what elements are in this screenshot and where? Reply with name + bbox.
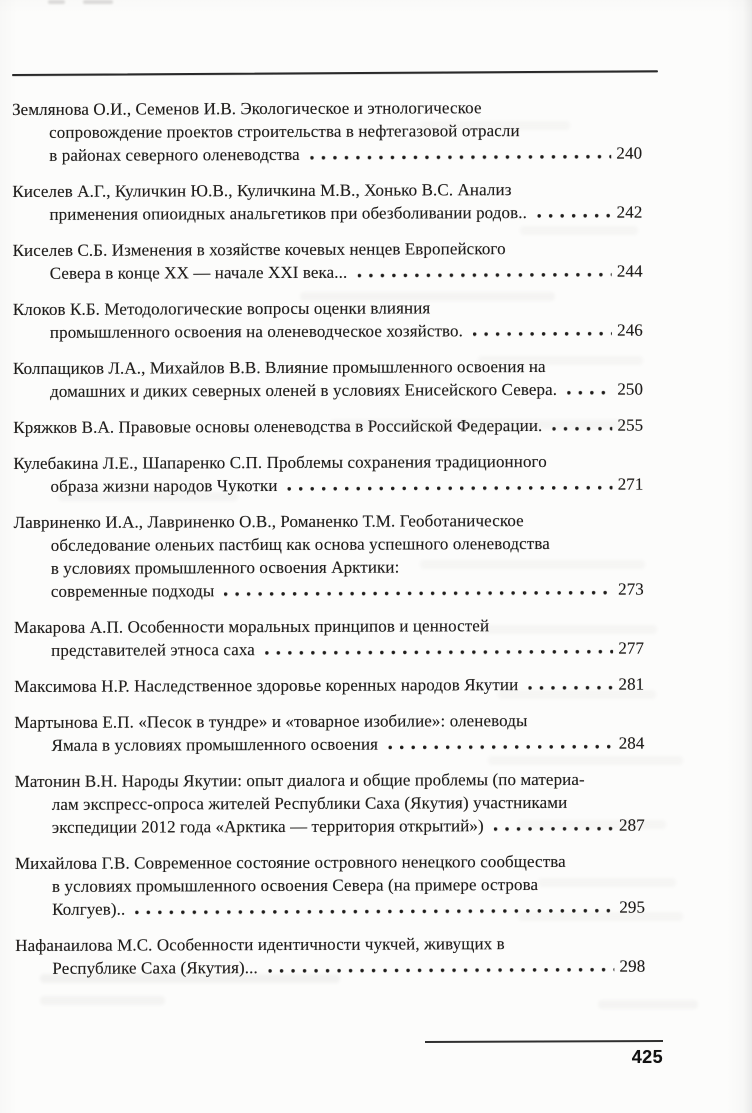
toc-entry-line: Киселев А.Г., Куличкин Ю.В., Куличкина М.В., Хонько В.С. Анализ <box>12 180 512 201</box>
toc-page-number: 271 <box>617 474 644 494</box>
toc-page-number: 240 <box>616 143 643 163</box>
toc-entry-line: лам экспресс-опроса жителей Республики Саха (Якутия) участниками <box>51 792 568 814</box>
toc-page-number: 246 <box>617 320 643 340</box>
toc-entry-line: Киселев С.Б. Изменения в хозяйстве кочевых ненцев Европейского <box>12 239 506 260</box>
toc-entry-lastline <box>14 732 644 757</box>
bleedthrough-artifact <box>40 974 340 983</box>
toc-entry-text: Колгуев).. <box>52 899 126 919</box>
dot-leader <box>567 391 612 395</box>
toc-entry <box>13 237 643 285</box>
bleedthrough-artifact <box>518 912 683 921</box>
bleedthrough-artifact <box>520 226 638 235</box>
toc-entry-text: образа жизни народов Чукотки <box>50 475 278 496</box>
bleedthrough-artifact <box>420 121 570 130</box>
toc-entry-line: в условиях промышленного освоения Арктики: <box>50 557 400 578</box>
toc-entry-line: Клоков К.Б. Методологические вопросы оценки влияния <box>12 298 431 319</box>
toc-entry-line: Нафанаилова М.С. Особенности идентичности чукчей, живущих в <box>15 934 505 955</box>
toc-entry <box>12 178 642 226</box>
toc-entry-text: Максимова Н.Р. Наследственное здоровье коренных народов Якутии <box>14 675 519 696</box>
bleedthrough-artifact <box>58 492 238 501</box>
bleedthrough-artifact <box>300 292 555 301</box>
toc-page-number: 295 <box>619 897 646 917</box>
dot-leader <box>268 968 615 973</box>
toc-entry-text: Ямала в условиях промышленного освоения <box>51 734 379 755</box>
toc-entry <box>13 296 643 344</box>
dot-leader <box>388 745 614 750</box>
toc-page-number: 284 <box>618 733 645 753</box>
dot-leader <box>310 155 612 160</box>
toc-entry-text: представителей этноса саха <box>51 640 255 660</box>
toc-entry-text: домашних и диких северных оленей в условиях Енисейского Севера. <box>50 379 558 401</box>
dot-leader <box>288 486 613 491</box>
bleedthrough-artifact <box>498 690 656 699</box>
toc-page-number: 242 <box>616 202 643 222</box>
toc-entry-text: в районах северного оленеводства <box>49 144 300 165</box>
dot-leader <box>357 273 612 278</box>
toc-entry-line: сопровождение проектов строительства в нефтегазовой отрасли <box>49 121 520 142</box>
toc-entry-line: Макарова А.П. Особенности моральных принципов и ценностей <box>13 616 490 637</box>
bleedthrough-artifact <box>420 560 645 569</box>
toc-page-number: 287 <box>618 815 645 835</box>
bleedthrough-artifact <box>518 820 666 829</box>
dot-leader <box>473 332 612 337</box>
toc-page-number: 250 <box>617 379 644 399</box>
toc-page-number: 281 <box>618 674 645 694</box>
toc-entry-line: Мартынова Е.П. «Песок в тундре» и «товарное изобилие»: оленеводы <box>14 711 528 732</box>
toc-entry-line: Землянова О.И., Семенов И.В. Экологическое и этнологическое <box>12 98 482 119</box>
header-rule <box>12 70 658 76</box>
dot-leader <box>224 591 613 596</box>
toc-entry-lastline <box>13 260 643 285</box>
scan-artifact <box>83 0 113 4</box>
dot-leader <box>537 214 612 218</box>
toc-page-number: 277 <box>618 638 645 658</box>
toc-entry-text: промышленного освоения на оленеводческое хозяйство. <box>49 321 463 342</box>
scan-edge-shadow <box>743 0 752 1113</box>
toc-entry-lastline <box>13 378 643 403</box>
toc-entry <box>12 96 642 167</box>
toc-entry-lastline <box>12 142 642 167</box>
toc-entry-text: современные подходы <box>50 581 215 601</box>
bleedthrough-artifact <box>482 625 657 634</box>
toc-entry-line: обследование оленьих пастбищ как основа успешного оленеводства <box>50 533 550 555</box>
bleedthrough-artifact <box>40 996 165 1005</box>
toc-page-number: 244 <box>616 261 643 281</box>
toc-page-number: 273 <box>618 579 644 599</box>
toc-entry <box>13 450 643 498</box>
toc-entry-line: Кулебакина Л.Е., Шапаренко С.П. Проблемы сохранения традиционного <box>13 451 547 473</box>
scan-artifact <box>48 0 65 4</box>
toc-entry-text: Севера в конце XX — начале XXI века... <box>49 262 348 283</box>
bleedthrough-artifact <box>478 356 643 365</box>
toc-entry <box>14 614 644 662</box>
toc-entry-line: Лавриненко И.А., Лавриненко О.В., Романенко Т.М. Геоботаническое <box>13 511 524 532</box>
toc-entry-lastline <box>14 637 644 662</box>
toc-entry-lastline <box>14 578 644 603</box>
bleedthrough-artifact <box>488 756 683 765</box>
toc-entry-text: Республике Саха (Якутия)... <box>52 958 258 978</box>
toc-entry-lastline <box>12 201 642 226</box>
toc-entry <box>14 709 644 757</box>
toc-page-number: 255 <box>617 415 644 435</box>
toc-entry-text: экспедиции 2012 года «Арктика — территория открытий») <box>51 816 484 837</box>
dot-leader <box>265 650 613 655</box>
toc-entry-line: в условиях промышленного освоения Севера (на примере острова <box>51 874 539 896</box>
bleedthrough-artifact <box>330 420 625 429</box>
toc-entry-text: Кряжков В.А. Правовые основы оленеводства в Российской Федерации. <box>13 415 543 437</box>
page-number: 425 <box>631 1047 663 1067</box>
footer-rule <box>425 1040 663 1043</box>
toc-entry-line: Матонин В.Н. Народы Якутии: опыт диалога и общие проблемы (по материа- <box>14 769 585 791</box>
toc-page-number: 298 <box>619 956 646 976</box>
bleedthrough-artifact <box>538 878 676 887</box>
toc-entry-line: Михайлова Г.В. Современное состояние островного ненецкого сообщества <box>14 851 566 873</box>
toc-entry-text: применения опиоидных анальгетиков при обезболивании родов.. <box>49 203 527 224</box>
toc-entry <box>15 932 645 980</box>
toc-entry-line: Колпащиков Л.А., Михайлов В.В. Влияние промышленного освоения на <box>13 356 546 378</box>
bleedthrough-artifact <box>598 1000 698 1009</box>
toc-entry <box>14 509 644 603</box>
toc-entry-lastline <box>13 319 643 344</box>
